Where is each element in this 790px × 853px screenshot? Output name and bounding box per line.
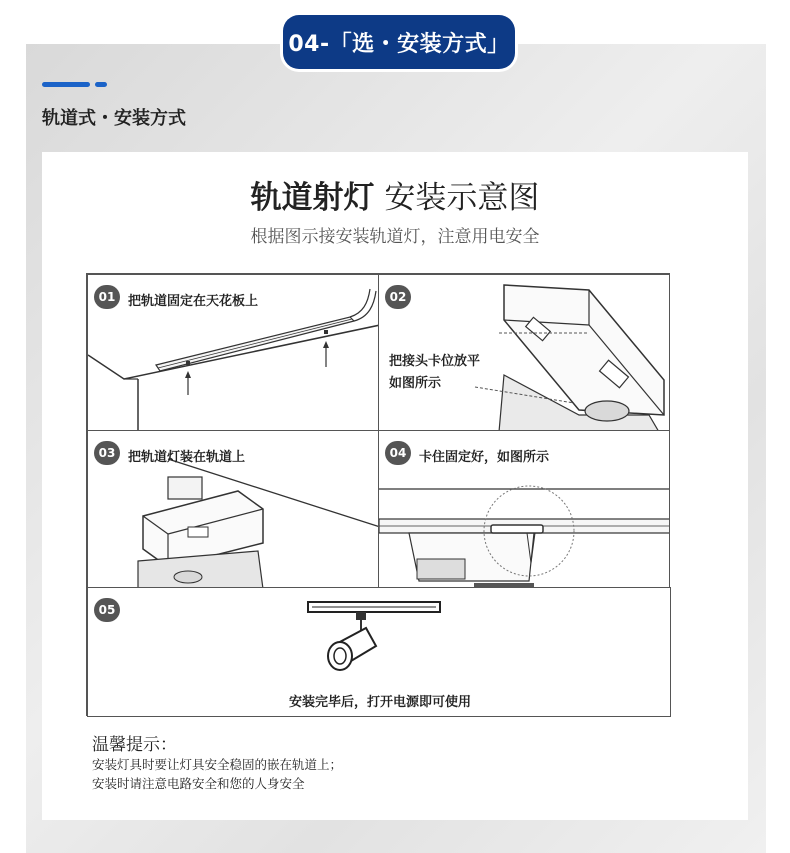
step-05-badge: 05 (94, 598, 120, 622)
step-03-badge: 03 (94, 441, 120, 465)
diagram-subtitle: 根据图示接安装轨道灯，注意用电安全 (250, 227, 540, 247)
step-02-text-line1: 把接头卡位放平 (389, 354, 481, 369)
section-header-badge (283, 15, 515, 69)
step-04-badge: 04 (385, 441, 411, 465)
diagram-title (0, 172, 790, 217)
accent-dot (95, 82, 107, 87)
tips-title: 温馨提示： (92, 735, 177, 755)
step-01-text: 把轨道固定在天花板上 (128, 294, 259, 309)
step-03-text: 把轨道灯装在轨道上 (128, 450, 246, 465)
section-title: 轨道式・安装方式 (42, 108, 186, 129)
header-badge-text: 04-「选・安装方式」 (288, 31, 510, 57)
step-01-badge: 01 (94, 285, 120, 309)
step-03-panel (87, 430, 379, 588)
diagram-title-bold: 轨道射灯 (250, 180, 375, 216)
tip-line-2: 安装时请注意电路安全和您的人身安全 (92, 776, 305, 791)
step-05-text: 安装完毕后，打开电源即可使用 (288, 695, 471, 710)
diagram-title-rest: 安装示意图 (374, 180, 540, 216)
step-04-panel (378, 430, 670, 588)
step-02-badge: 02 (385, 285, 411, 309)
step-02-panel (378, 274, 670, 431)
step-01-panel (87, 274, 379, 431)
accent-bar (42, 82, 90, 87)
steps-grid (86, 273, 670, 716)
step-05-panel (87, 587, 671, 717)
step-02-text-line2: 如图所示 (389, 376, 442, 391)
step-04-text: 卡住固定好，如图所示 (419, 450, 550, 465)
tip-line-1: 安装灯具时要让灯具安全稳固的嵌在轨道上； (92, 757, 343, 772)
